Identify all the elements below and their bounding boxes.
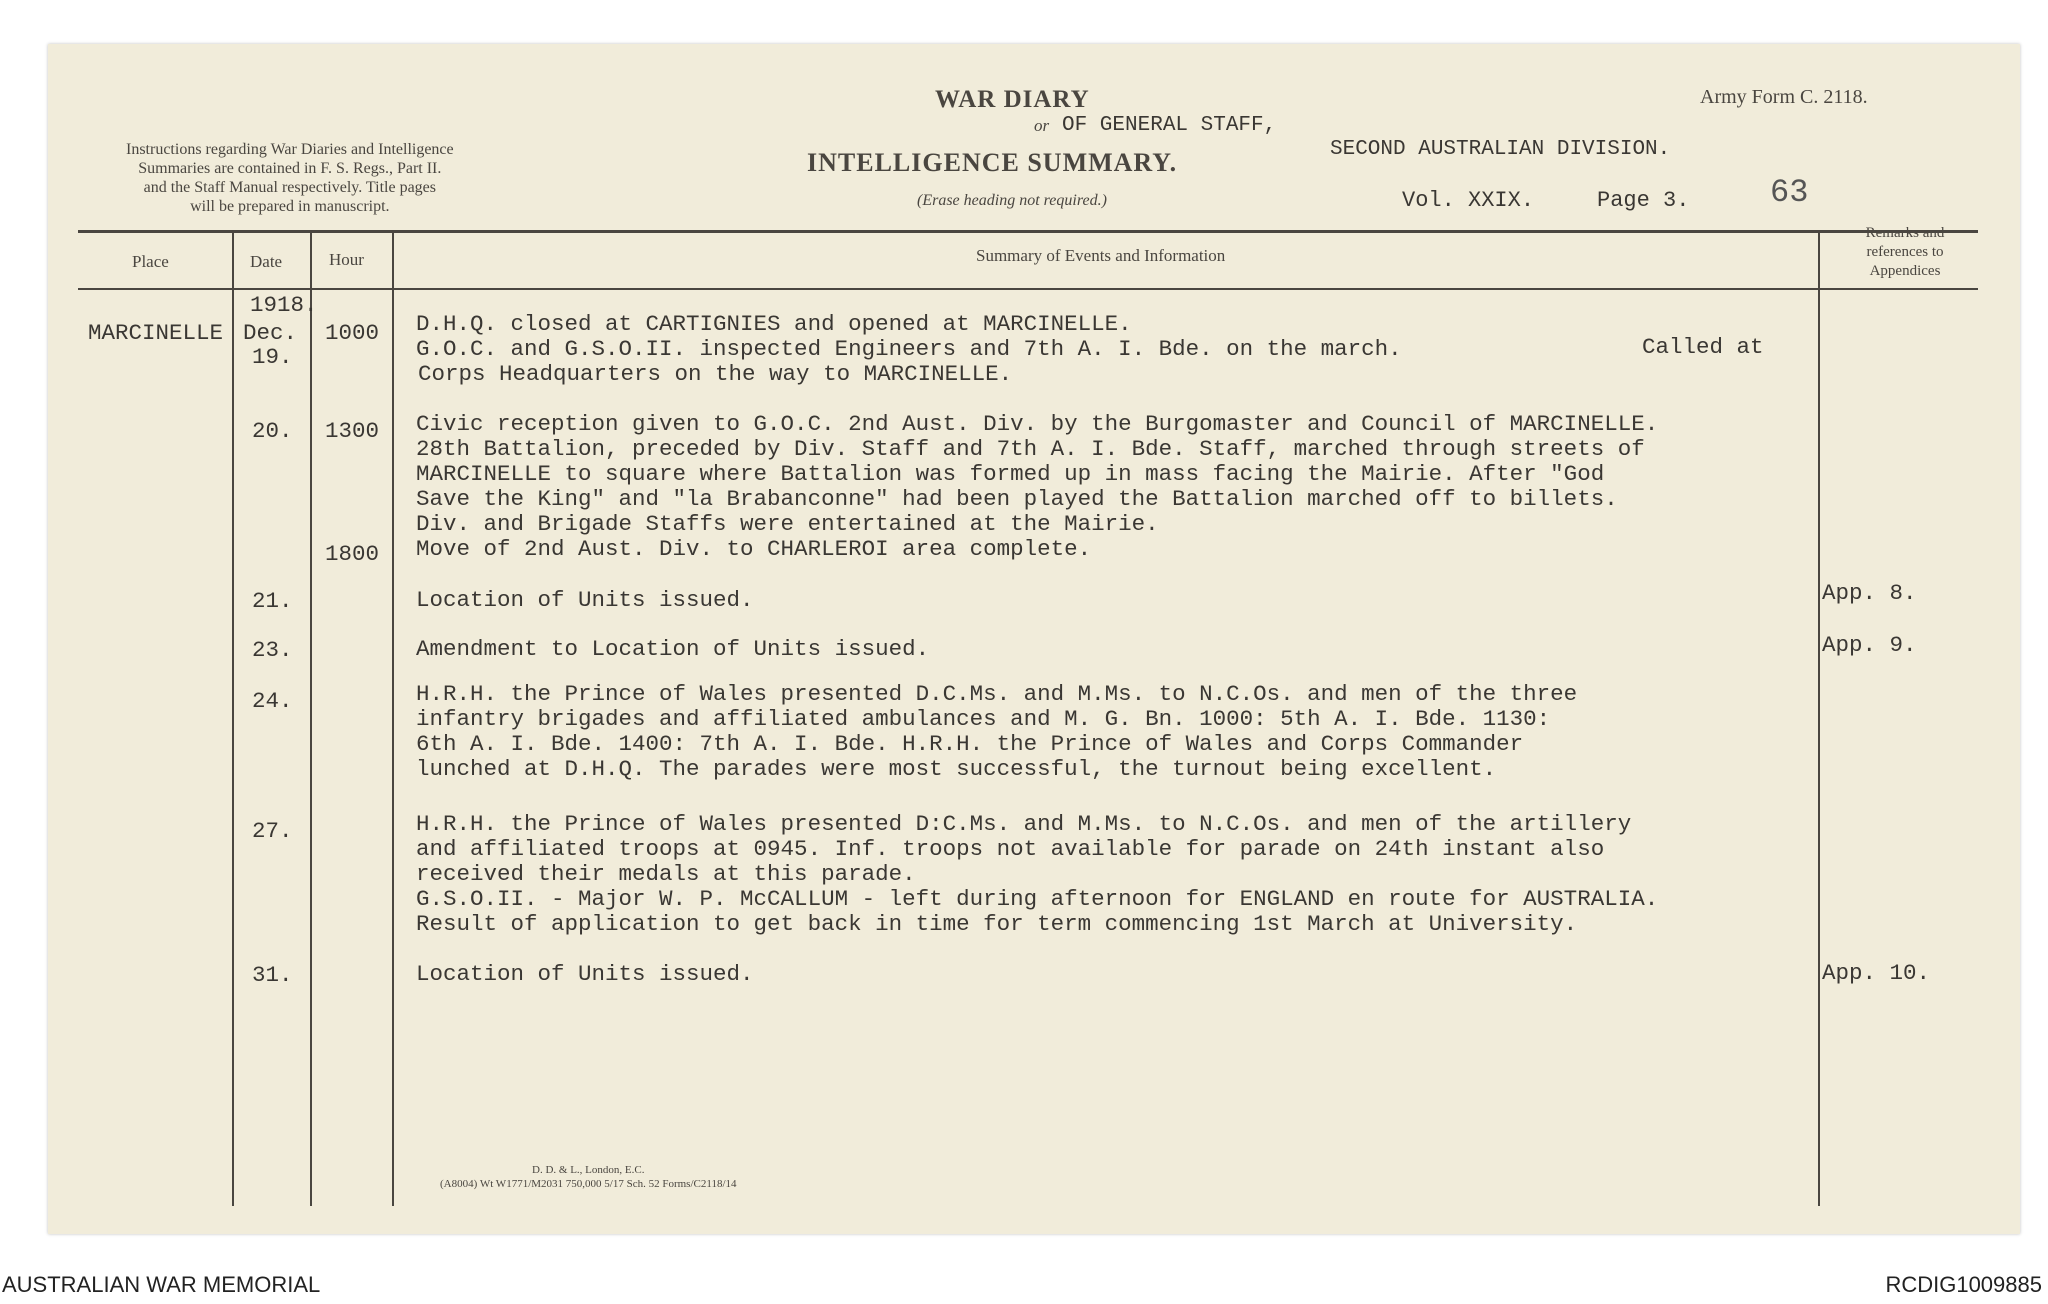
remarks-header-line: references to bbox=[1866, 244, 1944, 260]
printer-imprint bbox=[440, 1163, 737, 1191]
instructions-block bbox=[126, 140, 454, 216]
entry-date: 31. bbox=[252, 962, 293, 988]
instructions-line: and the Staff Manual respectively. Title pages bbox=[143, 179, 437, 196]
entry-hour: 1000 bbox=[325, 320, 380, 346]
entry-text-line: received their medals at this parade. bbox=[416, 861, 916, 887]
column-header-remarks bbox=[1830, 224, 1980, 281]
entry-text-line: G.O.C. and G.S.O.II. inspected Engineers and 7th A. I. Bde. on the march. bbox=[416, 336, 1402, 362]
entry-date-year: 1918. bbox=[250, 292, 318, 318]
column-divider bbox=[310, 232, 312, 1206]
entry-text-line: and affiliated troops at 0945. Inf. troops not available for parade on 24th instant also bbox=[416, 836, 1605, 862]
erase-heading-note: (Erase heading not required.) bbox=[917, 192, 1107, 209]
entry-remarks: App. 10. bbox=[1822, 960, 1931, 986]
entry-date: 20. bbox=[252, 418, 293, 444]
handwritten-page-number: 63 bbox=[1770, 174, 1809, 211]
entry-text-line: Div. and Brigade Staffs were entertained at the Mairie. bbox=[416, 511, 1159, 537]
entry-text-line-continued: Called at bbox=[1642, 334, 1764, 360]
entry-text-line: lunched at D.H.Q. The parades were most successful, the turnout being excellent. bbox=[416, 756, 1497, 782]
archive-reference: RCDIG1009885 bbox=[1885, 1272, 2042, 1297]
imprint-line: D. D. & L., London, E.C. bbox=[532, 1164, 645, 1176]
column-divider bbox=[392, 232, 394, 1206]
column-divider bbox=[1818, 232, 1820, 1206]
entry-date: 27. bbox=[252, 818, 293, 844]
entry-text-line: H.R.H. the Prince of Wales presented D:C.Ms. and M.Ms. to N.C.Os. and men of the artillery bbox=[416, 811, 1632, 837]
entry-remarks: App. 9. bbox=[1822, 632, 1917, 658]
entry-text-line: 28th Battalion, preceded by Div. Staff and 7th A. I. Bde. Staff, marched through streets of bbox=[416, 436, 1645, 462]
entry-hour: 1800 bbox=[325, 541, 380, 567]
remarks-header-line: Remarks and bbox=[1865, 225, 1945, 241]
title-of-general-staff: OF GENERAL STAFF, bbox=[1062, 114, 1277, 137]
entry-text-line: Corps Headquarters on the way to MARCINELLE. bbox=[418, 361, 1013, 387]
entry-date-day: 19. bbox=[252, 344, 293, 370]
entry-hour: 1300 bbox=[325, 418, 380, 444]
entry-date: 23. bbox=[252, 637, 293, 663]
entry-text-line: MARCINELLE to square where Battalion was formed up in mass facing the Mairie. After "God bbox=[416, 461, 1605, 487]
entry-text-line: 6th A. I. Bde. 1400: 7th A. I. Bde. H.R.H. the Prince of Wales and Corps Commander bbox=[416, 731, 1524, 757]
title-war-diary: WAR DIARY bbox=[935, 86, 1090, 113]
column-header-hour: Hour bbox=[329, 250, 364, 269]
page-number: Page 3. bbox=[1597, 188, 1690, 213]
diary-page bbox=[48, 44, 2020, 1234]
entry-text-line: H.R.H. the Prince of Wales presented D.C.Ms. and M.Ms. to N.C.Os. and men of the three bbox=[416, 681, 1578, 707]
imprint-line: (A8004) Wt W1771/M2031 750,000 5/17 Sch. 52 Forms/C2118/14 bbox=[440, 1178, 737, 1190]
entry-text-line: Location of Units issued. bbox=[416, 587, 754, 613]
entry-remarks: App. 8. bbox=[1822, 580, 1917, 606]
entry-date: 21. bbox=[252, 588, 293, 614]
entry-date: 24. bbox=[252, 688, 293, 714]
entry-place: MARCINELLE bbox=[88, 320, 224, 346]
entry-date-month: Dec. bbox=[243, 320, 298, 346]
title-or: or bbox=[1034, 116, 1050, 135]
table-header-rule bbox=[78, 288, 1978, 290]
instructions-line: will be prepared in manuscript. bbox=[190, 198, 390, 215]
division-name: SECOND AUSTRALIAN DIVISION. bbox=[1330, 138, 1671, 161]
instructions-line: Instructions regarding War Diaries and Intelligence bbox=[126, 141, 454, 158]
volume-number: Vol. XXIX. bbox=[1402, 188, 1535, 213]
archive-credit: AUSTRALIAN WAR MEMORIAL bbox=[2, 1272, 321, 1297]
column-divider bbox=[232, 232, 234, 1206]
entry-text-line: Move of 2nd Aust. Div. to CHARLEROI area complete. bbox=[416, 536, 1092, 562]
entry-text-line: infantry brigades and affiliated ambulances and M. G. Bn. 1000: 5th A. I. Bde. 1130: bbox=[416, 706, 1551, 732]
entry-text-line: D.H.Q. closed at CARTIGNIES and opened at MARCINELLE. bbox=[416, 311, 1132, 337]
title-intelligence-summary: INTELLIGENCE SUMMARY. bbox=[807, 148, 1178, 177]
entry-text-line: Save the King" and "la Brabanconne" had been played the Battalion marched off to billets. bbox=[416, 486, 1618, 512]
army-form-label: Army Form C. 2118. bbox=[1700, 86, 1868, 108]
instructions-line: Summaries are contained in F. S. Regs., Part II. bbox=[138, 160, 442, 177]
column-header-date: Date bbox=[250, 252, 283, 271]
remarks-header-line: Appendices bbox=[1869, 263, 1941, 279]
entry-text-line: Amendment to Location of Units issued. bbox=[416, 636, 930, 662]
entry-text-line: Civic reception given to G.O.C. 2nd Aust. Div. by the Burgomaster and Council of MARCINELLE. bbox=[416, 411, 1659, 437]
entry-text-line: Result of application to get back in time for term commencing 1st March at University. bbox=[416, 911, 1578, 937]
entry-text-line: G.S.O.II. - Major W. P. McCALLUM - left during afternoon for ENGLAND en route for AUSTRALIA. bbox=[416, 886, 1659, 912]
column-header-summary: Summary of Events and Information bbox=[976, 246, 1226, 265]
table-top-rule bbox=[78, 230, 1978, 233]
entry-text-line: Location of Units issued. bbox=[416, 961, 754, 987]
column-header-place: Place bbox=[132, 252, 169, 271]
